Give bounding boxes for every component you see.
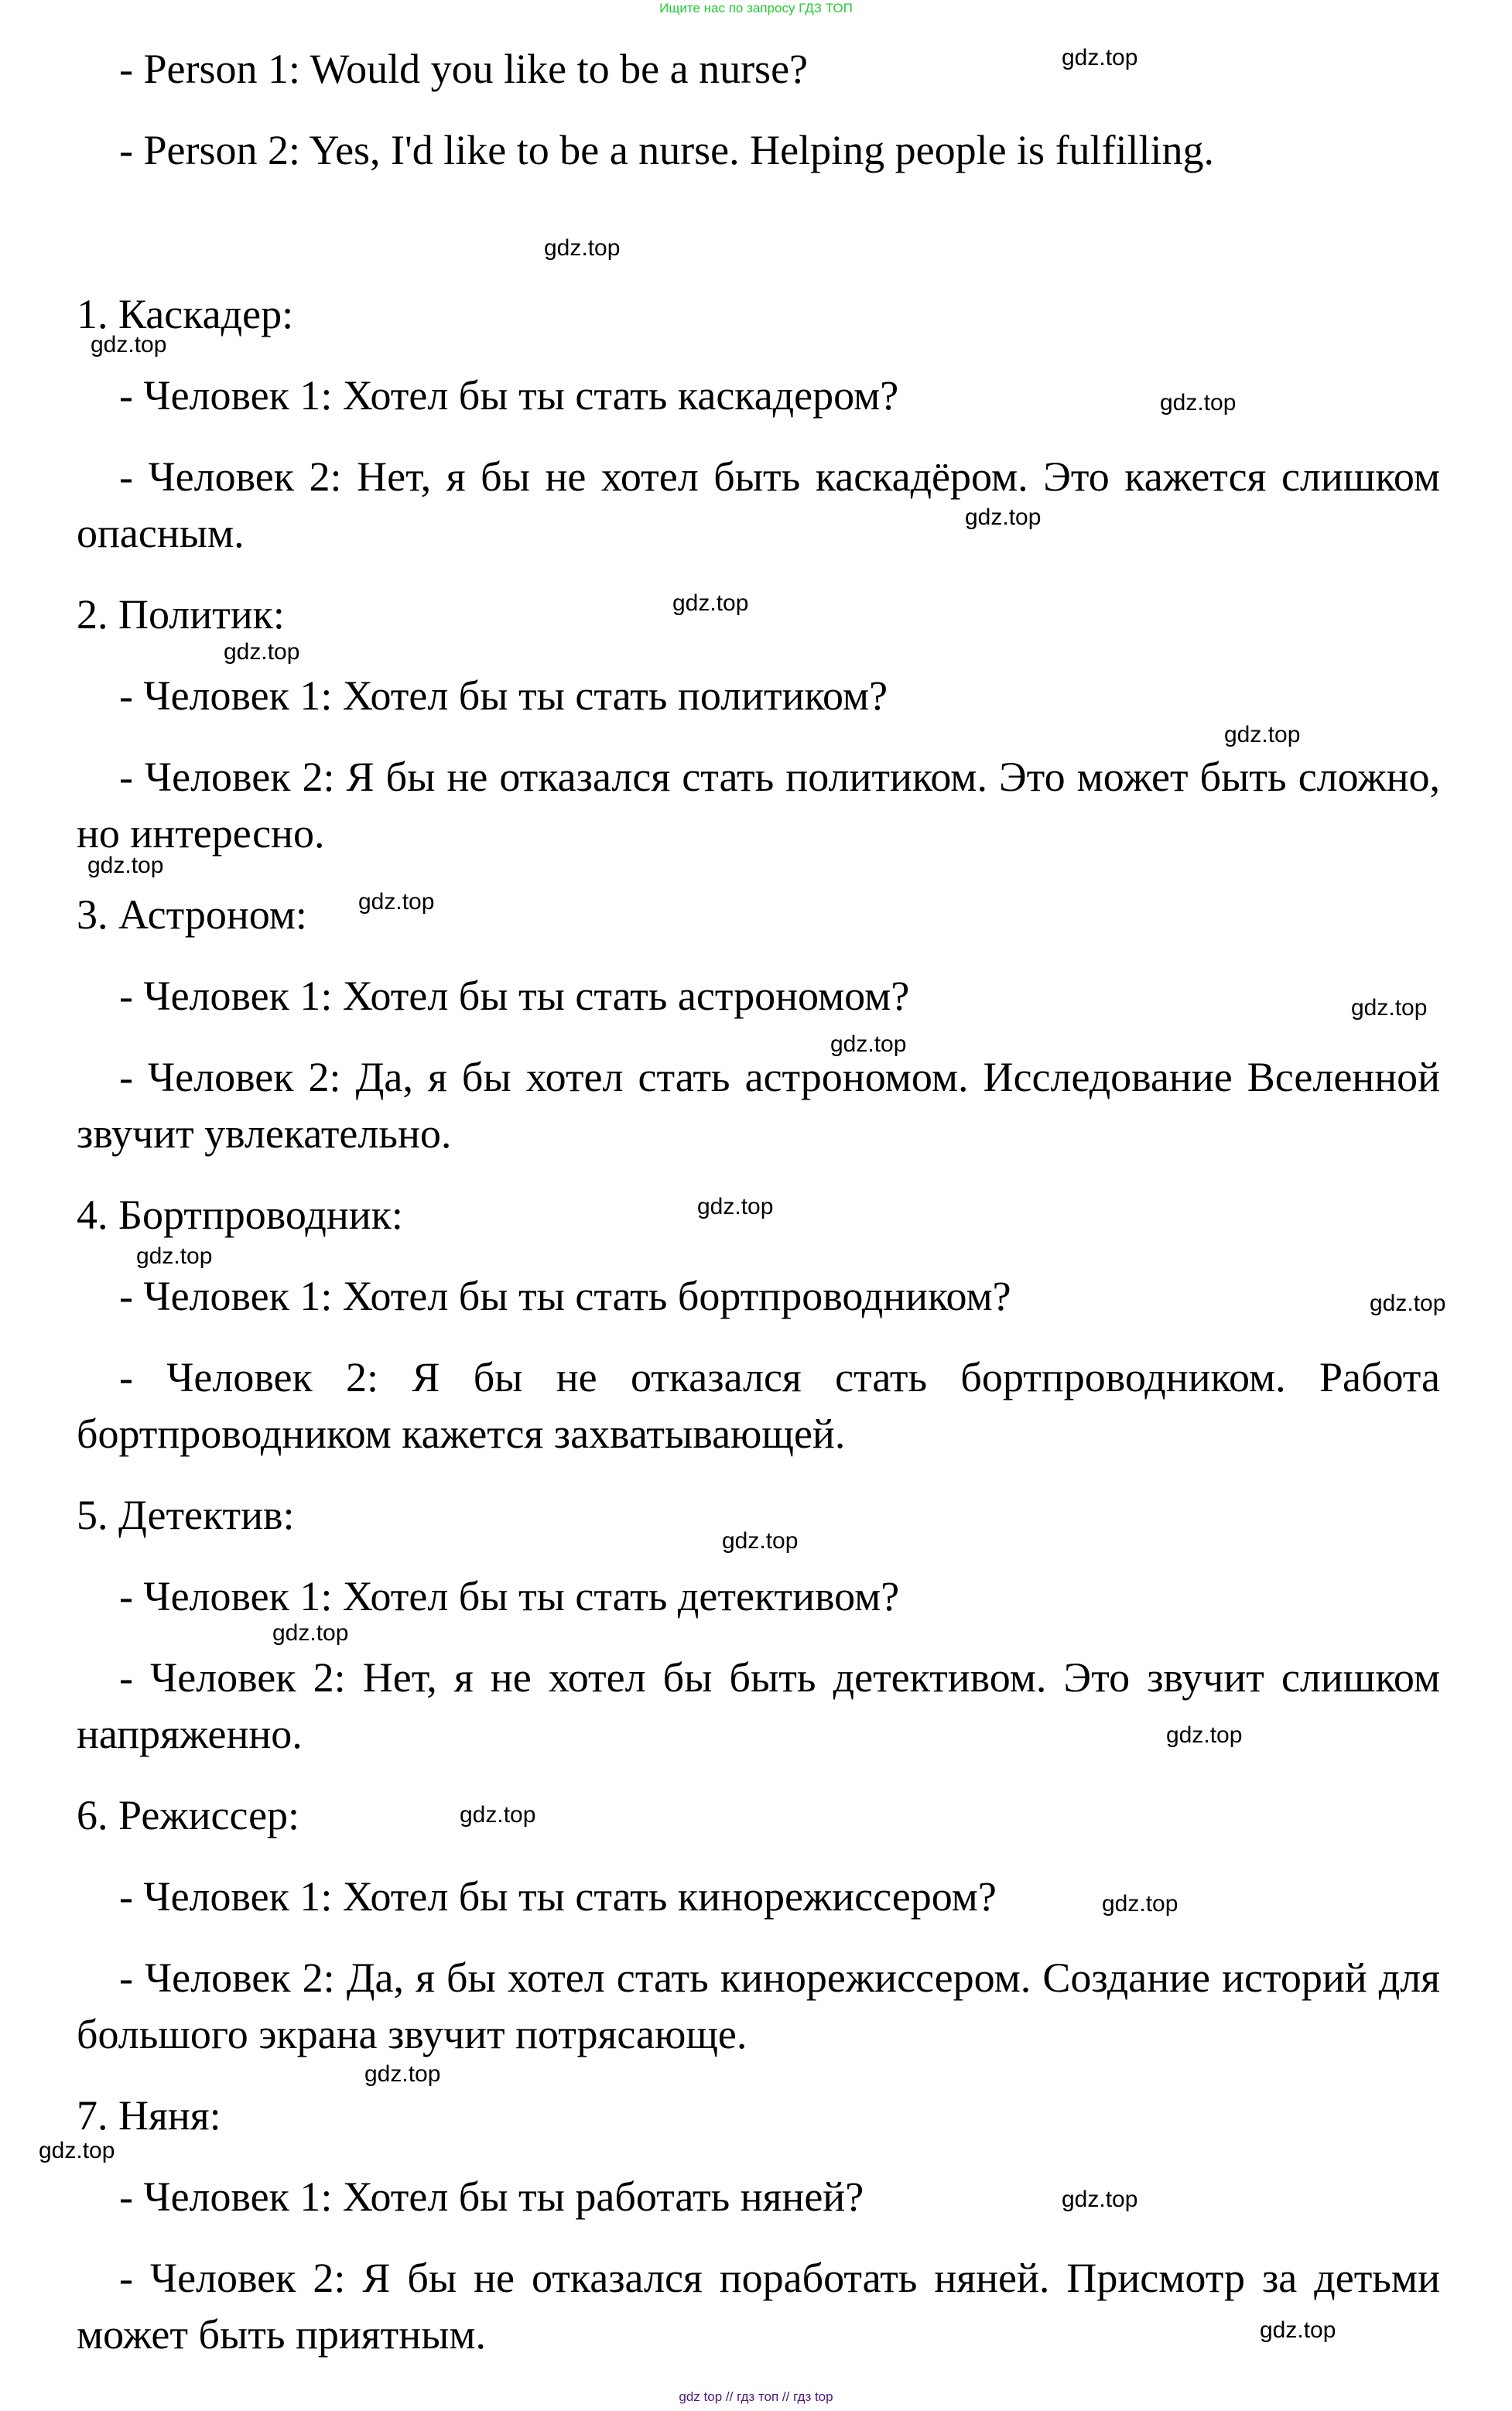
watermark-text: gdz.top	[1370, 1291, 1446, 1316]
answer-paragraph: - Человек 2: Да, я бы хотел стать кинорежиссером. Создание историй для большого экрана звучит потрясающе.	[77, 1954, 1440, 2057]
watermark-text: gdz.top	[272, 1620, 349, 1646]
section-title: 4. Бортпроводник:	[77, 1192, 403, 1238]
question-line: - Человек 1: Хотел бы ты работать няней?	[119, 2173, 864, 2220]
watermark-text: gdz.top	[460, 1802, 536, 1828]
watermark-text: gdz.top	[1062, 45, 1138, 70]
answer-paragraph: - Человек 2: Нет, я бы не хотел быть каскадёром. Это кажется слишком опасным.	[77, 453, 1440, 556]
question-line: - Человек 1: Хотел бы ты стать астрономом?	[119, 973, 910, 1019]
watermark-text: gdz.top	[697, 1194, 774, 1219]
watermark-text: gdz.top	[91, 332, 167, 357]
watermark-text: gdz.top	[358, 889, 435, 915]
answer-paragraph: - Человек 2: Я бы не отказался стать политиком. Это может быть сложно, но интересно.	[77, 754, 1440, 857]
watermark-text: gdz.top	[364, 2061, 441, 2087]
watermark-text: gdz.top	[1351, 995, 1428, 1021]
section-title: 2. Политик:	[77, 591, 285, 638]
watermark-text: gdz.top	[1160, 390, 1237, 416]
question-line: - Человек 1: Хотел бы ты стать бортпроводником?	[119, 1273, 1011, 1319]
question-line: - Человек 1: Хотел бы ты стать детективом?	[119, 1573, 900, 1619]
watermark-text: gdz.top	[1062, 2187, 1138, 2212]
section-title: 7. Няня:	[77, 2092, 221, 2139]
question-line: - Человек 1: Хотел бы ты стать политиком?	[119, 672, 888, 719]
watermark-text: gdz.top	[136, 1243, 213, 1269]
search-banner[interactable]: Ищите нас по запросу ГДЗ ТОП	[659, 1, 853, 15]
watermark-text: gdz.top	[1224, 722, 1301, 747]
watermark-text: gdz.top	[87, 853, 164, 878]
intro-line-2: - Person 2: Yes, I'd like to be a nurse. Helping people is fulfilling.	[119, 127, 1215, 173]
answer-paragraph: - Человек 2: Я бы не отказался стать бортпроводником. Работа бортпроводником кажется захватывающей.	[77, 1354, 1440, 1457]
section-title: 6. Режиссер:	[77, 1792, 300, 1838]
answer-paragraph: - Человек 2: Я бы не отказался поработать няней. Присмотр за детьми может быть приятным.	[77, 2255, 1440, 2358]
watermark-text: gdz.top	[1260, 2317, 1336, 2343]
question-line: - Человек 1: Хотел бы ты стать кинорежиссером?	[119, 1873, 997, 1920]
section-title: 5. Детектив:	[77, 1492, 295, 1538]
answer-paragraph: - Человек 2: Нет, я не хотел бы быть детективом. Это звучит слишком напряженно.	[77, 1654, 1440, 1757]
watermark-text: gdz.top	[672, 590, 749, 616]
watermark-text: gdz.top	[830, 1031, 907, 1057]
watermark-text: gdz.top	[1102, 1891, 1178, 1917]
watermark-text: gdz.top	[544, 235, 621, 261]
watermark-text: gdz.top	[1166, 1722, 1243, 1748]
footer-links[interactable]: gdz top // гдз топ // гдз top	[679, 2389, 833, 2404]
watermark-text: gdz.top	[39, 2138, 115, 2163]
watermark-text: gdz.top	[224, 639, 300, 665]
section-title: 3. Астроном:	[77, 891, 307, 938]
question-line: - Человек 1: Хотел бы ты стать каскадером?	[119, 372, 899, 419]
watermark-text: gdz.top	[722, 1528, 799, 1554]
watermark-text: gdz.top	[965, 504, 1042, 530]
intro-line-1: - Person 1: Would you like to be a nurse?	[119, 46, 808, 92]
answer-paragraph: - Человек 2: Да, я бы хотел стать астрономом. Исследование Вселенной звучит увлекательно.	[77, 1054, 1440, 1157]
section-title: 1. Каскадер:	[77, 291, 294, 337]
